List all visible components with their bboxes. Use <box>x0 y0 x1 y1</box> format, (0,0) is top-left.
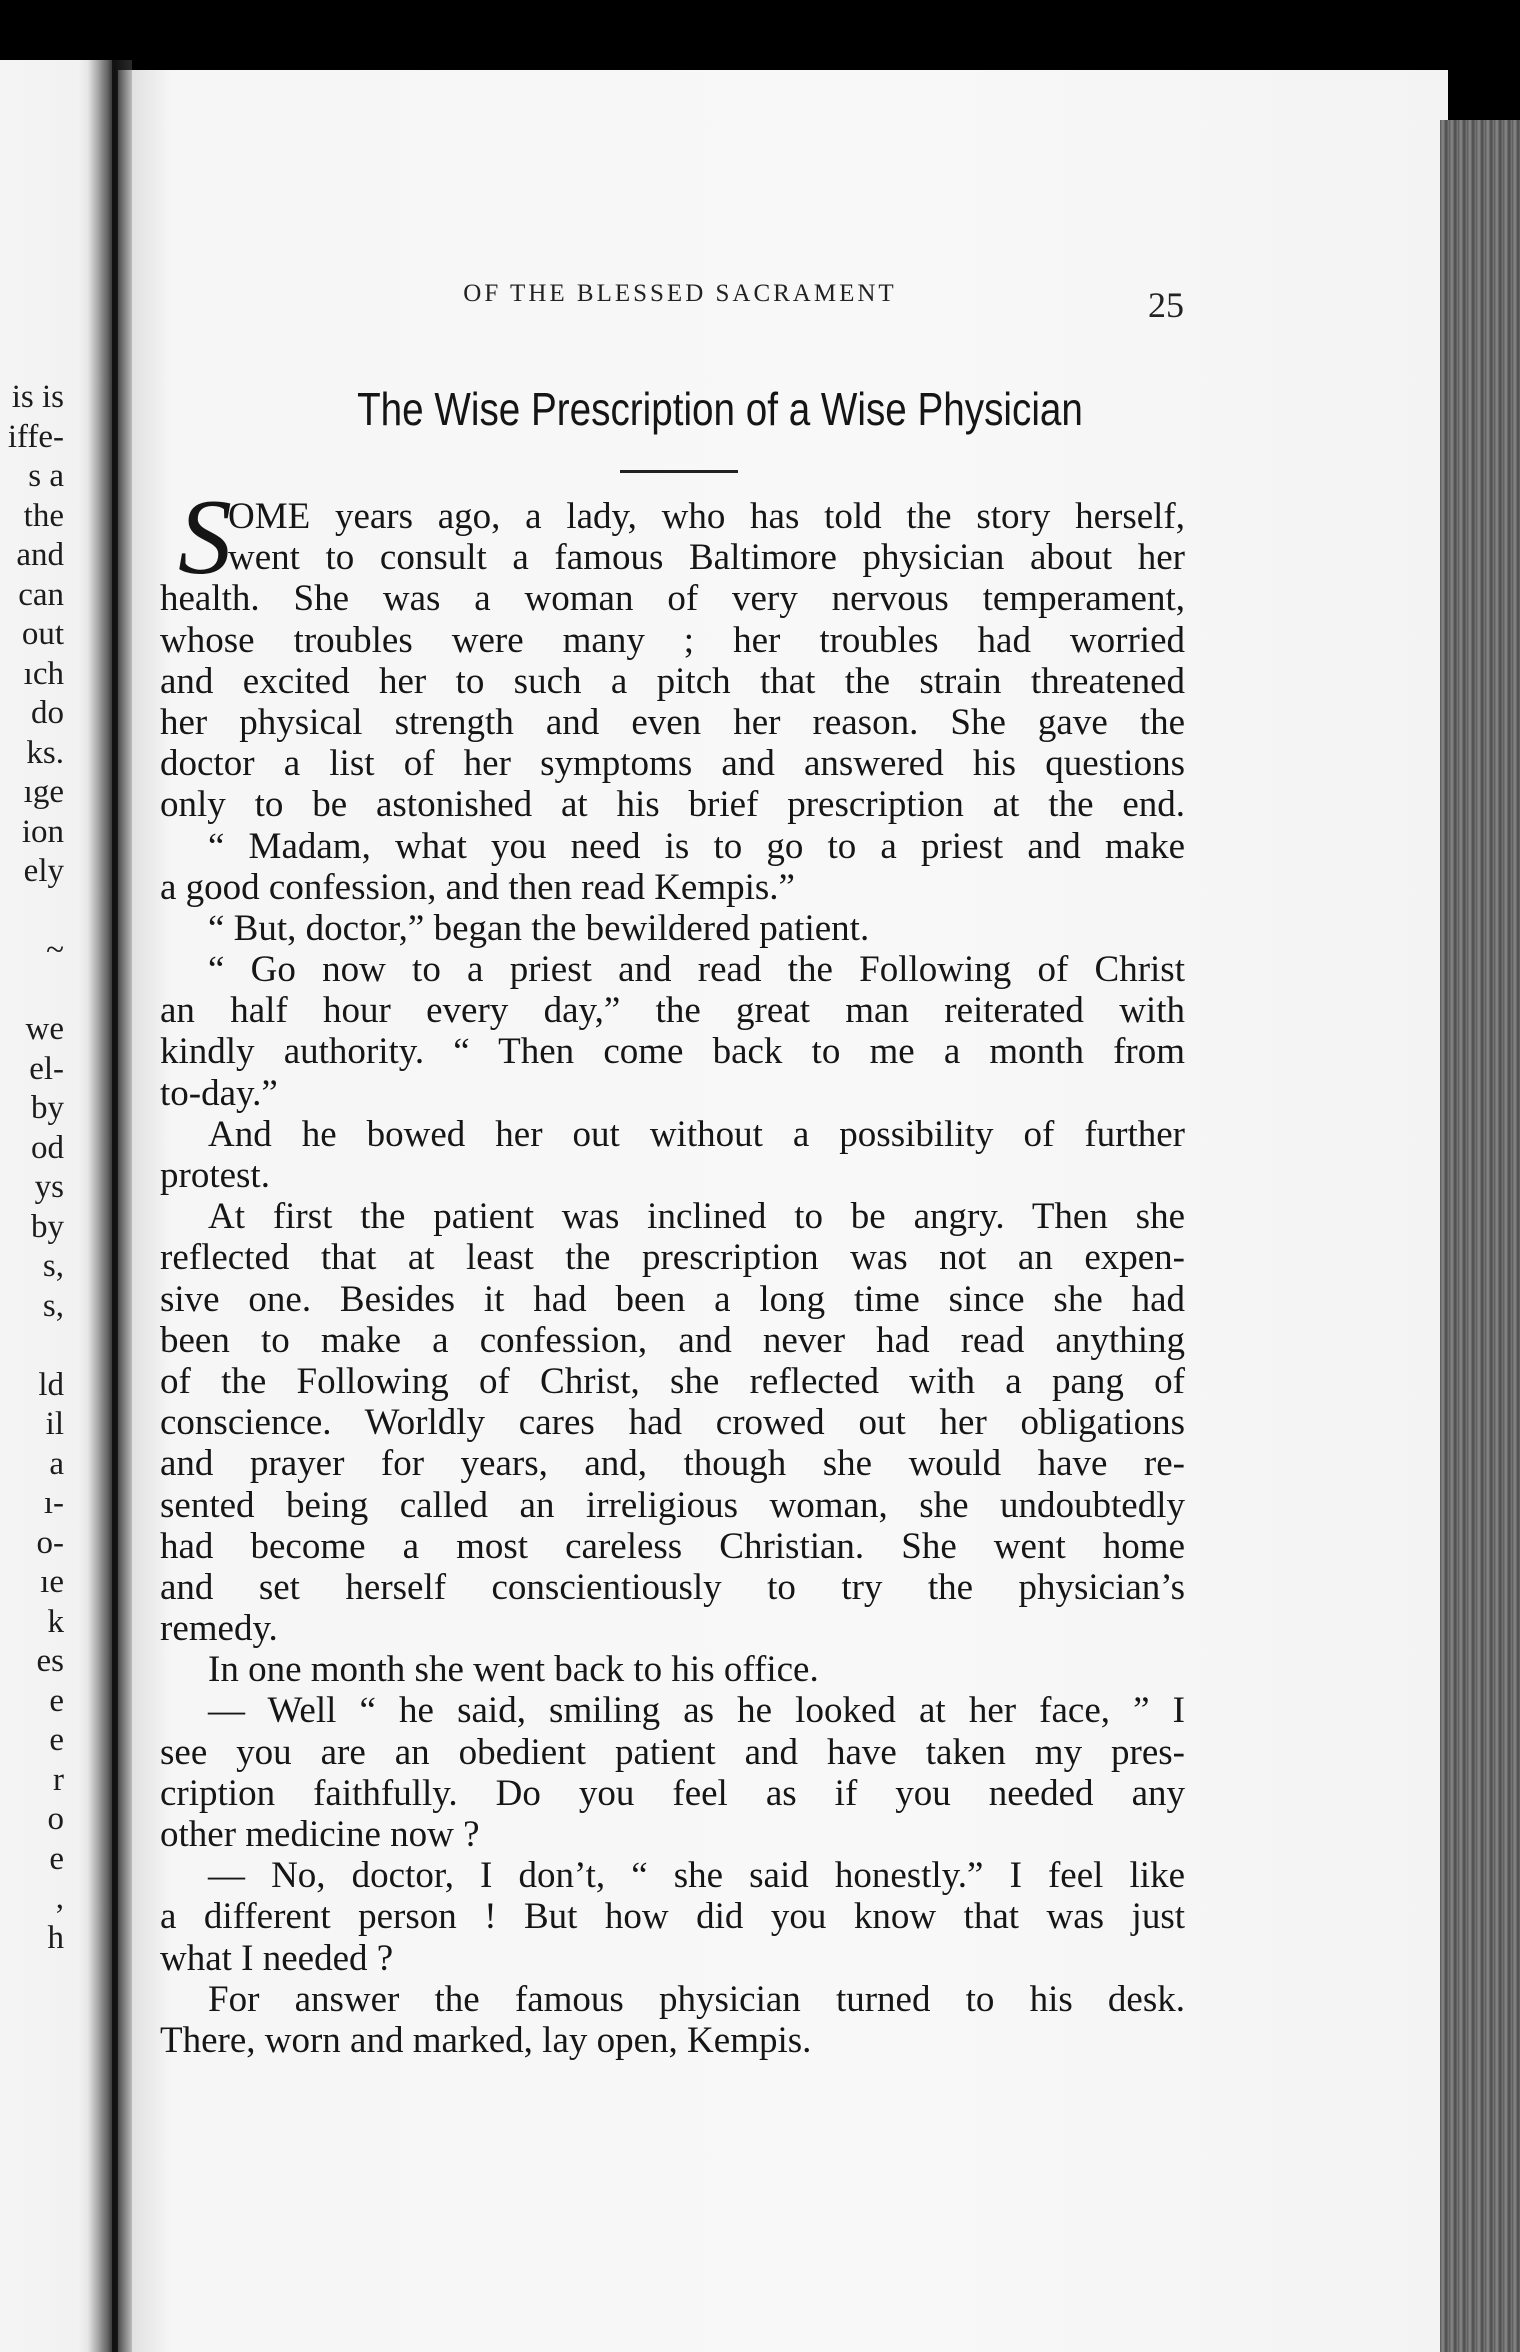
text-line: other medicine now ? <box>160 1814 480 1855</box>
binding-gutter <box>88 60 132 2352</box>
facing-page-fragment: can <box>18 576 64 613</box>
article-title: The Wise Prescription of a Wise Physician <box>357 383 1083 435</box>
facing-page-fragment: out <box>21 616 64 652</box>
text-line: whose troubles were many ; her troubles had worried <box>160 619 1185 661</box>
facing-page-fragment: ld <box>38 1366 64 1403</box>
facing-page-fragment: r <box>53 1761 64 1798</box>
facing-page-fragment: ion <box>21 813 64 850</box>
text-line: a different person ! But how did you know that was just <box>160 1896 1185 1938</box>
text-line: There, worn and marked, lay open, Kempis. <box>160 2019 812 2061</box>
text-line: doctor a list of her symptoms and answered his questions <box>160 743 1185 785</box>
facing-page-fragment: e <box>49 1722 64 1758</box>
text-line: a good confession, and then read Kempis.” <box>160 866 795 908</box>
facing-page-fragment: o- <box>36 1524 64 1561</box>
facing-page-fragment: ely <box>23 853 64 889</box>
article-body <box>160 496 1185 2061</box>
text-line: — No, doctor, I don’t, “ she said honestly.” I feel like <box>208 1855 1185 1897</box>
text-line: what I needed ? <box>160 1937 394 1979</box>
facing-page-fragment: ys <box>34 1169 64 1205</box>
text-line: an half hour every day,” the great man reiterated with <box>160 990 1185 1032</box>
facing-page-fragment: ks. <box>26 734 64 771</box>
text-line: been to make a confession, and never had read anything <box>160 1319 1185 1361</box>
running-head: OF THE BLESSED SACRAMENT <box>463 280 897 307</box>
facing-page-fragment: ıch <box>23 655 64 692</box>
facing-page-fragment: the <box>23 497 64 534</box>
facing-page-fragment: by <box>31 1208 64 1245</box>
facing-page-fragment <box>0 1326 64 1366</box>
text-line: At first the patient was inclined to be angry. Then she <box>208 1196 1185 1238</box>
facing-page-fragment: ~ <box>46 932 64 968</box>
facing-page-fragments <box>0 378 64 1958</box>
text-line: protest. <box>160 1155 270 1196</box>
title-rule <box>620 470 738 473</box>
facing-page-fragment: do <box>31 695 64 731</box>
facing-page-fragment: il <box>45 1406 64 1442</box>
facing-page-fragment: s, <box>42 1248 64 1284</box>
facing-page-fragment: ı- <box>43 1485 64 1521</box>
text-line: In one month she went back to his office. <box>208 1649 819 1691</box>
drop-cap: S <box>178 478 232 597</box>
text-line: “ Madam, what you need is to go to a priest and make <box>208 825 1185 867</box>
facing-page-fragment: k <box>47 1603 64 1640</box>
facing-page-fragment: e <box>49 1840 64 1877</box>
text-line: to-day.” <box>160 1072 278 1114</box>
facing-page-fragment: we <box>25 1011 64 1047</box>
text-line: For answer the famous physician turned to his desk. <box>208 1978 1185 2020</box>
text-line: sented being called an irreligious woman, she undoubtedly <box>160 1484 1185 1526</box>
text-line: sive one. Besides it had been a long time since she had <box>160 1278 1185 1320</box>
facing-page-fragment: h <box>47 1919 64 1956</box>
facing-page-fragment: s, <box>42 1287 64 1324</box>
text-line: see you are an obedient patient and have taken my pres- <box>160 1731 1185 1773</box>
page-edges <box>1440 120 1520 2352</box>
text-line: of the Following of Christ, she reflected with a pang of <box>160 1360 1185 1402</box>
text-line: cription faithfully. Do you feel as if you needed any <box>160 1772 1185 1814</box>
text-line: conscience. Worldly cares had crowed out her obligations <box>160 1402 1185 1444</box>
facing-page-fragment: el- <box>29 1050 64 1087</box>
text-line: health. She was a woman of very nervous temperament, <box>160 578 1185 620</box>
facing-page-fragment <box>0 971 64 1011</box>
facing-page-fragment: es <box>36 1643 64 1679</box>
text-line: — Well “ he said, smiling as he looked at her face, ” I <box>208 1690 1185 1732</box>
text-line: had become a most careless Christian. She went home <box>160 1525 1185 1567</box>
facing-page-fragment: a <box>49 1445 64 1482</box>
text-line: “ But, doctor,” began the bewildered patient. <box>208 907 870 949</box>
facing-page-fragment: ıge <box>23 774 64 810</box>
text-line: And he bowed her out without a possibility of further <box>208 1113 1185 1155</box>
text-line: “ Go now to a priest and read the Following of Christ <box>208 949 1185 991</box>
text-line: and set herself conscientiously to try the physician’s <box>160 1566 1185 1608</box>
facing-page-fragment: is is <box>11 379 64 415</box>
facing-page-fragment: ıe <box>40 1564 64 1600</box>
text-line: and excited her to such a pitch that the strain threatened <box>160 660 1185 702</box>
page-number: 25 <box>1148 285 1184 325</box>
text-line: OME years ago, a lady, who has told the story herself, <box>228 496 1185 537</box>
facing-page-fragment: od <box>31 1129 64 1166</box>
text-line: went to consult a famous Baltimore physician about her <box>228 537 1185 579</box>
text-line: reflected that at least the prescription was not an expen- <box>160 1237 1185 1279</box>
facing-page-fragment: iffe- <box>7 418 64 455</box>
facing-page-fragment: o <box>47 1801 64 1837</box>
text-line: and prayer for years, and, though she would have re- <box>160 1443 1185 1485</box>
facing-page-fragment <box>0 892 64 932</box>
facing-page-fragment: by <box>31 1090 64 1126</box>
text-line: only to be astonished at his brief prescription at the end. <box>160 784 1185 826</box>
text-line: her physical strength and even her reason. She gave the <box>160 701 1185 743</box>
text-line: remedy. <box>160 1608 278 1650</box>
facing-page-fragment: s a <box>28 458 64 494</box>
text-line: kindly authority. “ Then come back to me a month from <box>160 1031 1185 1073</box>
facing-page-fragment: and <box>16 537 64 573</box>
facing-page-fragment: , <box>55 1880 64 1916</box>
facing-page-fragment: e <box>49 1682 64 1719</box>
